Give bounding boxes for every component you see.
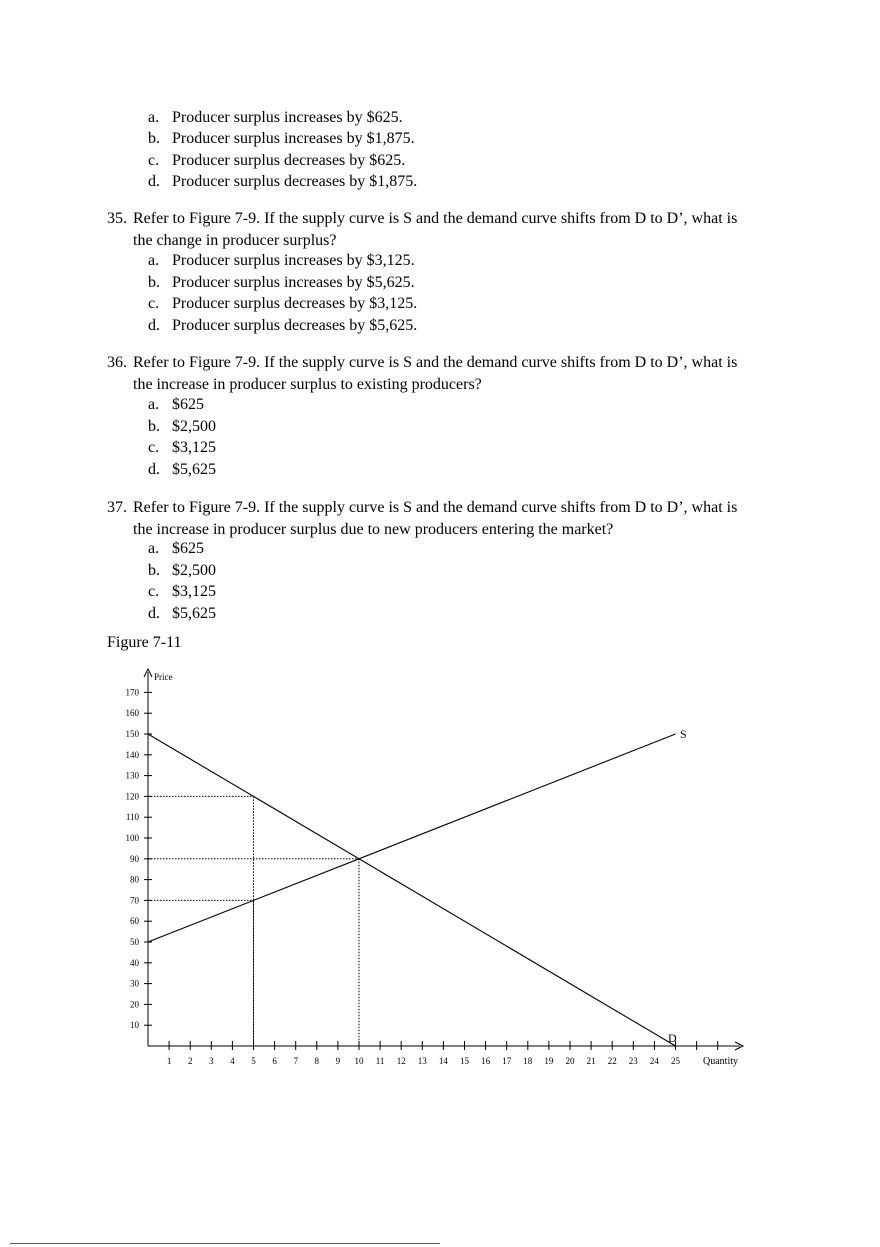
y-axis-label: Price: [154, 672, 173, 682]
x-tick-label-18: 18: [523, 1056, 533, 1066]
x-tick-label-10: 10: [354, 1056, 364, 1066]
y-tick-label-110: 110: [125, 812, 139, 823]
x-tick-label-16: 16: [481, 1056, 491, 1066]
x-tick-label-5: 5: [251, 1056, 256, 1066]
chart-axes: [144, 669, 743, 1050]
option-a: a. Producer surplus increases by $625.: [148, 109, 403, 126]
x-tick-label-21: 21: [586, 1056, 596, 1066]
chart-series: [148, 734, 676, 1046]
x-tick-label-7: 7: [293, 1056, 298, 1066]
q36-option-c: c. $3,125: [148, 439, 216, 456]
q37-option-d: d. $5,625: [148, 605, 216, 622]
y-tick-label-150: 150: [125, 729, 139, 739]
y-tick-label-60: 60: [130, 916, 139, 927]
x-tick-label-15: 15: [460, 1056, 469, 1066]
series-label-D: D: [668, 1031, 677, 1045]
x-tick-label-2: 2: [187, 1056, 193, 1066]
x-tick-label-12: 12: [396, 1056, 406, 1066]
y-tick-label-80: 80: [130, 874, 139, 885]
y-tick-label-140: 140: [125, 749, 139, 760]
x-tick-label-24: 24: [649, 1056, 659, 1066]
series-line-D: [148, 734, 676, 1046]
y-tick-label-120: 120: [125, 791, 139, 802]
x-tick-label-4: 4: [230, 1056, 235, 1066]
q37-option-b: b. $2,500: [148, 562, 216, 579]
x-tick-label-3: 3: [209, 1056, 214, 1066]
x-tick-label-13: 13: [417, 1056, 427, 1066]
y-tick-label-160: 160: [125, 708, 139, 719]
x-tick-label-25: 25: [671, 1056, 680, 1066]
q36-option-a: a. $625: [148, 396, 204, 413]
y-tick-label-50: 50: [130, 937, 139, 947]
x-tick-label-22: 22: [607, 1056, 617, 1066]
footer-rule: [10, 1243, 440, 1244]
q35-option-c: c. Producer surplus decreases by $3,125.: [148, 295, 418, 312]
x-axis-label: Quantity: [703, 1056, 738, 1067]
x-tick-label-20: 20: [565, 1056, 575, 1066]
x-tick-label-11: 11: [375, 1056, 385, 1066]
chart-labels: [126, 672, 739, 1067]
y-tick-label-70: 70: [130, 895, 139, 906]
series-line-S: [148, 734, 676, 942]
q36-option-d: d. $5,625: [148, 461, 216, 478]
x-tick-label-1: 1: [166, 1056, 172, 1066]
option-d: d. Producer surplus decreases by $1,875.: [148, 173, 418, 190]
q35-option-b: b. Producer surplus increases by $5,625.: [148, 274, 415, 291]
y-tick-label-170: 170: [125, 687, 139, 698]
x-tick-label-14: 14: [438, 1056, 448, 1066]
y-tick-label-100: 100: [125, 833, 139, 843]
x-tick-label-6: 6: [272, 1056, 277, 1066]
x-tick-label-19: 19: [544, 1056, 554, 1066]
x-tick-label-9: 9: [335, 1056, 341, 1066]
y-tick-label-20: 20: [130, 999, 139, 1010]
x-tick-label-17: 17: [502, 1056, 512, 1066]
q36-option-b: b. $2,500: [148, 418, 216, 435]
y-tick-label-130: 130: [125, 770, 139, 781]
reference-lines: [148, 796, 359, 1046]
q35-option-a: a. Producer surplus increases by $3,125.: [148, 252, 415, 269]
option-b: b. Producer surplus increases by $1,875.: [148, 130, 415, 147]
option-c: c. Producer surplus decreases by $625.: [148, 152, 406, 169]
y-tick-label-40: 40: [130, 957, 139, 968]
q35-option-d: d. Producer surplus decreases by $5,625.: [148, 317, 418, 334]
x-tick-label-8: 8: [314, 1056, 320, 1066]
q37-option-c: c. $3,125: [148, 583, 216, 600]
q37-option-a: a. $625: [148, 540, 204, 557]
y-tick-label-90: 90: [130, 853, 139, 864]
figure-caption: Figure 7-11: [107, 634, 182, 651]
series-label-S: S: [680, 727, 687, 741]
x-tick-label-23: 23: [628, 1056, 638, 1066]
y-tick-label-30: 30: [130, 978, 139, 989]
y-tick-label-10: 10: [130, 1020, 139, 1031]
